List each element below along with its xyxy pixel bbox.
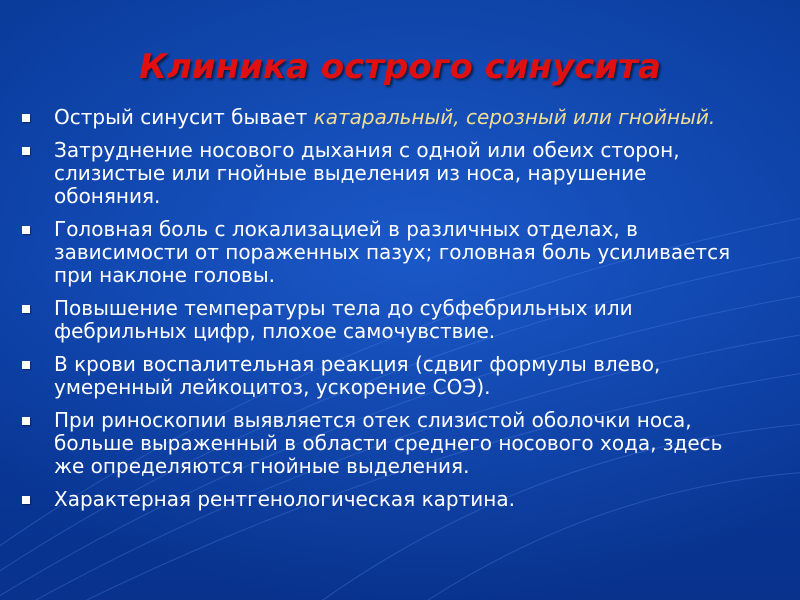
square-bullet-icon <box>22 147 30 155</box>
square-bullet-icon <box>22 496 30 504</box>
bullet-highlight-text: катаральный, серозный или гнойный. <box>313 105 716 129</box>
square-bullet-icon <box>22 114 30 122</box>
bullet-text: Затруднение носового дыхания с одной или обеих сторон, слизистые или гнойные выделения из носа, нарушение обоняния. <box>54 138 680 208</box>
slide-title: Клиника острого синусита <box>139 47 661 87</box>
bullet-item-temperature <box>0 297 800 343</box>
square-bullet-icon <box>22 361 30 369</box>
bullet-item-breathing <box>0 139 800 208</box>
bullet-text: Головная боль с локализацией в различных отделах, в зависимости от пораженных пазух; головная боль усиливается при наклоне головы. <box>54 217 731 287</box>
square-bullet-icon <box>22 417 30 425</box>
square-bullet-icon <box>22 226 30 234</box>
bullet-item-rhinoscopy <box>0 409 800 478</box>
bullet-text: Острый синусит бывает <box>54 105 314 129</box>
bullet-item-xray <box>0 488 800 511</box>
bullet-item-headache <box>0 218 800 287</box>
square-bullet-icon <box>22 305 30 313</box>
bullet-list <box>0 106 800 521</box>
bullet-text: Повышение температуры тела до субфебрильных или фебрильных цифр, плохое самочувствие. <box>54 296 633 343</box>
bullet-text: В крови воспалительная реакция (сдвиг формулы влево, умеренный лейкоцитоз, ускорение СОЭ). <box>54 352 661 399</box>
bullet-text: Характерная рентгенологическая картина. <box>54 487 515 511</box>
bullet-item-blood <box>0 353 800 399</box>
bullet-text: При риноскопии выявляется отек слизистой оболочки носа, больше выраженный в области среднего носового хода, здесь же определяются гнойные выделения. <box>54 408 723 478</box>
bullet-item-types <box>0 106 800 129</box>
